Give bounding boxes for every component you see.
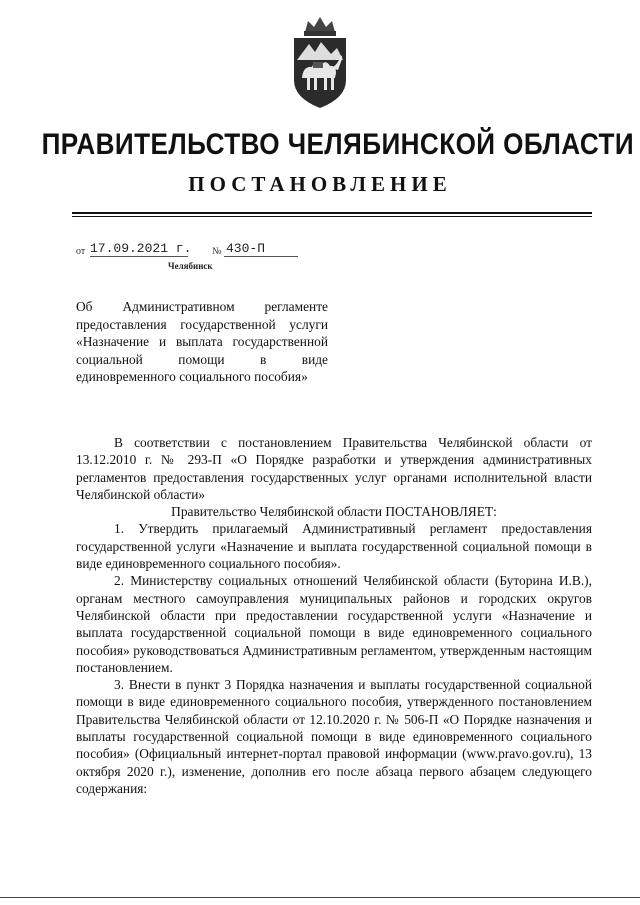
- document-body: [76, 434, 592, 797]
- page-bottom-edge: [0, 897, 640, 898]
- document-city: Челябинск: [168, 261, 213, 271]
- document-date: 17.09.2021 г.: [90, 241, 192, 256]
- body-paragraph-item-1: 1. Утвердить прилагаемый Административный регламент предоставления государственной услуги «Назначение и выплата государственной социальной помощи в виде единовременного социального пособия».: [76, 521, 592, 572]
- header-divider-thick: [72, 212, 592, 214]
- government-title: ПРАВИТЕЛЬСТВО ЧЕЛЯБИНСКОЙ ОБЛАСТИ: [41, 128, 635, 161]
- body-paragraph-preamble: В соответствии с постановлением Правительства Челябинской области от 13.12.2010 г. № 293-П «О Порядке разработки и утверждения административных регламентов предоставления государственных услуг органами исполнительной власти Челябинской области»: [76, 435, 592, 502]
- coat-of-arms-emblem: [285, 12, 355, 112]
- body-paragraph-item-3: 3. Внести в пункт 3 Порядка назначения и выплаты государственной социальной помощи в виде единовременного социального пособия, утвержденного постановлением Правительства Челябинской области от 12.10.2020 г. № 506-П «О Порядке назначения и выплаты государственной социальной помощи в виде единовременного социального пособия» (Официальный интернет-портал правовой информации (www.pravo.gov.ru), 13 октября 2020 г.), изменение, дополнив его после абзаца первого абзацем следующего содержания:: [76, 677, 592, 796]
- header-divider-thin: [72, 216, 592, 217]
- number-label: №: [212, 246, 222, 257]
- document-number: 430-П: [224, 242, 298, 257]
- body-paragraph-resolves: Правительство Челябинской области ПОСТАНОВЛЯЕТ:: [171, 504, 497, 520]
- document-subject: Об Административном регламенте предоставления государственной услуги «Назначение и выплата государственной социальной помощи в виде единовременного социального пособия»: [76, 299, 328, 384]
- document-type-title: ПОСТАНОВЛЕНИЕ: [188, 172, 452, 196]
- date-from-label: от: [76, 246, 86, 257]
- body-paragraph-item-2: 2. Министерству социальных отношений Челябинской области (Буторина И.В.), органам местного самоуправления муниципальных районов и городских округов Челябинской области при предоставлении государственной услуги «Назначение и выплата государственной социальной помощи в виде единовременного социального пособия» руководствоваться Административным регламентом, утвержденным настоящим постановлением.: [76, 573, 592, 675]
